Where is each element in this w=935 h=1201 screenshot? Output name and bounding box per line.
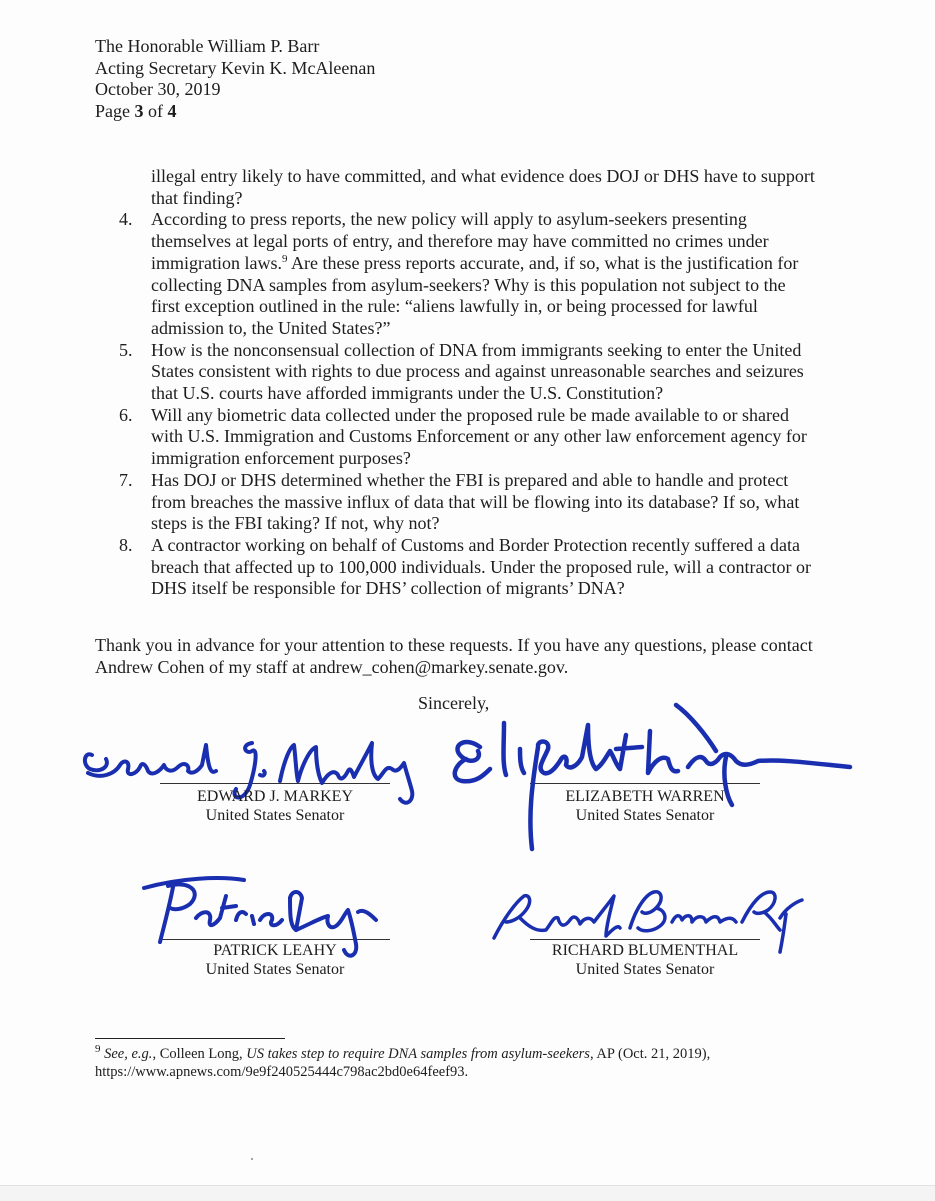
signatory-name: PATRICK LEAHY — [213, 942, 337, 959]
signatory-blumenthal — [530, 941, 760, 979]
question-text: Will any biometric data collected under the proposed rule be made available to or shared with U.S. Immigration and Customs Enforcement or any other law enforcement agency for immigration enforcement purposes? — [151, 404, 807, 469]
article-title: US takes step to require DNA samples from asylum-seekers — [246, 1046, 590, 1062]
questions-list — [95, 209, 815, 600]
letter-header — [95, 36, 375, 122]
signatory-leahy — [160, 941, 390, 979]
page-edge — [0, 1185, 935, 1201]
question-number: 4. — [119, 209, 133, 230]
footnote-divider — [95, 1038, 285, 1039]
signature-stroke — [144, 878, 296, 942]
question-text: How is the nonconsensual collection of DNA from immigrants seeking to enter the United States consistent with rights to due process and against unreasonable searches and seizures that U.S. courts have afforded immigrants under the U.S. Constitution? — [151, 339, 804, 404]
signatory-warren — [530, 787, 760, 825]
footnote: $^9$ See, e.g., Colleen Long, US takes step to require DNA samples from asylum-seekers, AP (Oct. 21, 2019), https://www.apnews.com/9e9f240525444c798ac2bd0e64feef93. — [95, 1045, 815, 1081]
signature-stroke — [688, 754, 850, 767]
question-8 — [95, 535, 815, 600]
signatory-title: United States Senator — [575, 807, 715, 824]
question-number: 8. — [119, 534, 133, 555]
sincerely: Sincerely, — [418, 693, 490, 713]
closing-paragraph: Thank you in advance for your attention to these requests. If you have any questions, please contact Andrew Cohen of my staff at andrew_cohen@markey.senate.gov. — [95, 635, 813, 677]
signatory-title: United States Senator — [575, 961, 715, 978]
signatory-markey — [160, 787, 390, 825]
addressee-barr: The Honorable William P. Barr — [95, 36, 320, 56]
footnote-url: https://www.apnews.com/9e9f240525444c798ac2bd0e64feef93. — [95, 1064, 469, 1080]
signatory-title: United States Senator — [205, 961, 345, 978]
questions-body — [95, 166, 815, 600]
scan-speck — [251, 1158, 253, 1160]
question-4: 4. According to press reports, the new policy will apply to asylum-seekers presenting themselves at legal ports of entry, and therefore may have committed no crimes under immigration laws.$^9$ Are these press reports accurate, and, if so, what is the justification for collecting DNA samples from asylum-seekers? Why is this population not subject to the first exception outlined in the rule: “aliens lawfully in, or being processed for lawful admission to, the United States?” — [119, 209, 799, 338]
question-text: A contractor working on behalf of Customs and Border Protection recently suffered a data breach that affected up to 100,000 individuals. Under the proposed rule, will a contractor or DHS itself be responsible for DHS’ collection of migrants’ DNA? — [151, 534, 811, 599]
signature-stroke — [85, 745, 216, 776]
footnote-number: 9 — [95, 1043, 101, 1056]
question-6 — [95, 405, 815, 470]
signature-stroke — [630, 892, 736, 931]
footnote-marker: 9 — [281, 252, 288, 265]
page-number: Page 3 of 4 — [95, 100, 177, 121]
question-number: 6. — [119, 404, 133, 425]
signature-stroke — [676, 705, 716, 751]
addressee-mcaleenan: Acting Secretary Kevin K. McAleenan — [95, 57, 376, 78]
question-text: Has DOJ or DHS determined whether the FBI is prepared and able to handle and protect from breaches the massive influx of data that will be flowing into its database? If so, what steps is the FBI taking? If not, why not? — [151, 469, 800, 534]
signatory-name: ELIZABETH WARREN — [565, 788, 725, 805]
letter-date: October 30, 2019 — [95, 79, 221, 99]
question-number: 5. — [119, 339, 133, 360]
question-3-continuation: illegal entry likely to have committed, and what evidence does DOJ or DHS have to support that finding? — [151, 166, 815, 208]
warren-signature — [420, 695, 860, 860]
question-5 — [95, 340, 815, 405]
signature-stroke — [494, 896, 620, 938]
signatory-name: EDWARD J. MARKEY — [197, 788, 353, 805]
signature-stroke — [455, 723, 678, 781]
signatory-title: United States Senator — [205, 807, 345, 824]
question-7 — [95, 470, 815, 535]
question-number: 7. — [119, 469, 133, 490]
signatory-name: RICHARD BLUMENTHAL — [551, 942, 739, 959]
